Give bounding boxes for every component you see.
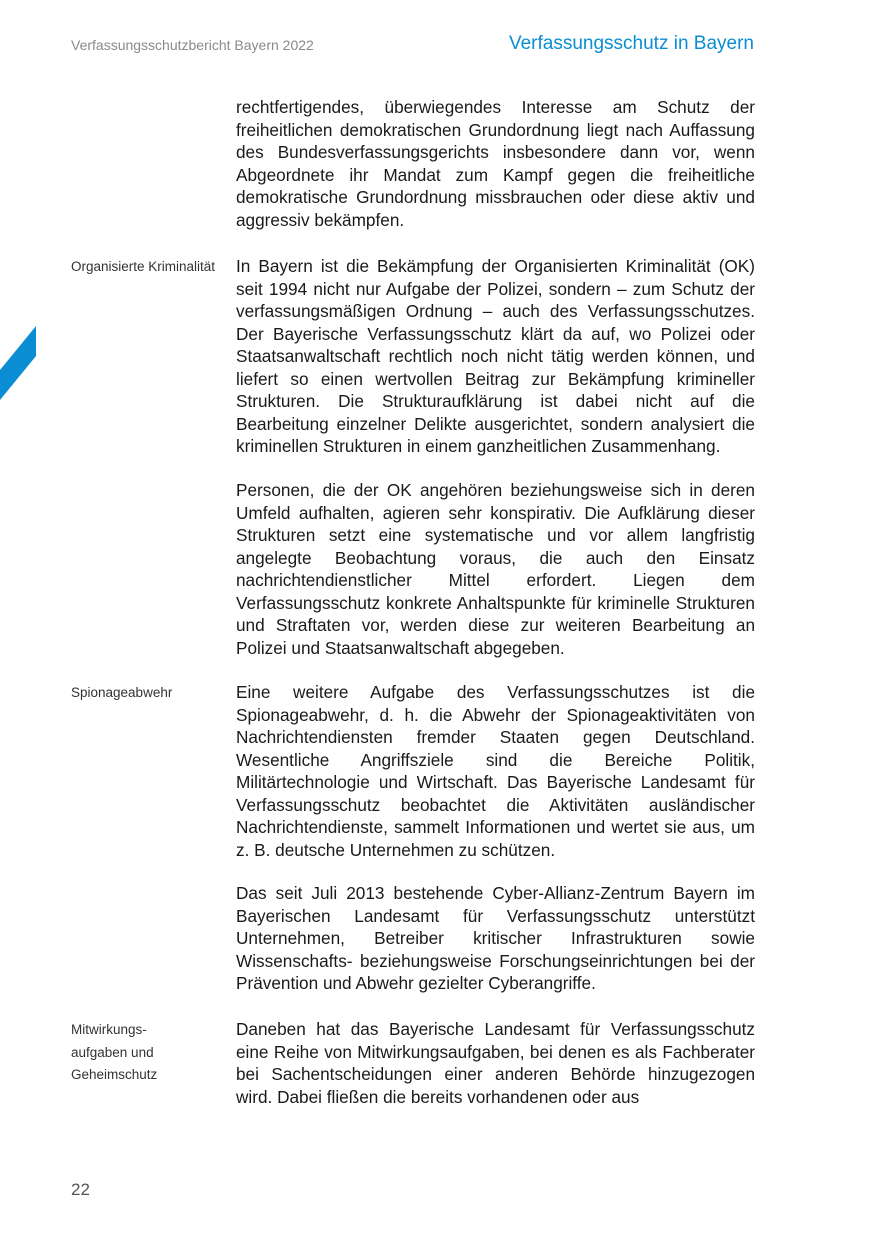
- blue-tab-icon: [0, 326, 36, 400]
- running-header-title: Verfassungsschutzbericht Bayern 2022: [71, 37, 314, 53]
- body-paragraph: Personen, die der OK angehören beziehungsweise sich in deren Umfeld aufhalten, agieren sehr konspirativ. Die Aufklärung dieser Strukturen setzt eine systematische und vor allem langfristig angelegte Beobachtung voraus, die auch den Einsatz nachrichtendienstlicher Mittel erfordert. Liegen dem Verfassungsschutz konkrete Anhaltspunkte für kriminelle Strukturen und Straftaten vor, werden diese zur weiteren Bearbeitung an Polizei und Staatsanwaltschaft abgegeben.: [236, 480, 755, 658]
- chapter-title: Verfassungsschutz in Bayern: [508, 33, 754, 54]
- body-paragraph: Eine weitere Aufgabe des Verfassungsschutzes ist die Spionageabwehr, d. h. die Abwehr der Spionageaktivitäten von Nachrichtendiensten fremder Staaten gegen Deutschland. Wesentliche Angriffsziele sind die Bereiche Politik, Militärtechnologie und Wirtschaft. Das Bayerische Landesamt für Verfassungsschutz beobachtet die Aktivitäten ausländischer Nachrichtendienste, sammelt Informationen und wertet sie aus, um z. B. deutsche Unternehmen zu schützen.: [236, 682, 755, 860]
- margin-note-counter-espionage: Spionageabwehr: [71, 685, 173, 700]
- body-paragraph: rechtfertigendes, überwiegendes Interesse am Schutz der freiheitlichen demokratischen Grundordnung liegt nach Auffassung des Bundesverfassungsgerichts insbesondere dann vor, wenn Abgeordnete ihr Mandat zum Kampf gegen die freiheitliche demokratische Grundordnung missbrauchen oder diese aktiv und aggressiv bekämpfen.: [236, 97, 755, 230]
- page-number: 22: [71, 1180, 90, 1199]
- margin-note-cooperation-duties: Mitwirkungs- aufgaben und Geheimschutz: [71, 1022, 158, 1082]
- margin-note-organized-crime: Organisierte Kriminalität: [71, 259, 216, 274]
- body-paragraph: In Bayern ist die Bekämpfung der Organisierten Kriminalität (OK) seit 1994 nicht nur Aufgabe der Polizei, sondern – zum Schutz der verfassungsmäßigen Ordnung – auch des Verfassungsschutzes. Der Bayerische Verfassungsschutz klärt da auf, wo Polizei oder Staatsanwaltschaft rechtlich noch nicht tätig werden können, und liefert so einen wertvollen Beitrag zur Bekämpfung krimineller Strukturen. Die Strukturaufklärung ist dabei nicht auf die Bearbeitung einzelner Delikte ausgerichtet, sondern analysiert die kriminellen Strukturen in einem ganzheitlichen Zusammenhang.: [236, 256, 755, 456]
- body-paragraph: Daneben hat das Bayerische Landesamt für Verfassungsschutz eine Reihe von Mitwirkungsaufgaben, bei denen es als Fachberater bei Sachentscheidungen einer anderen Behörde hinzugezogen wird. Dabei fließen die bereits vorhandenen oder aus: [236, 1019, 755, 1107]
- body-paragraph: Das seit Juli 2013 bestehende Cyber-Allianz-Zentrum Bayern im Bayerischen Landesamt für Verfassungsschutz unterstützt Unternehmen, Betreiber kritischer Infrastrukturen sowie Wissenschafts- beziehungsweise Forschungseinrichtungen bei der Prävention und Abwehr gezielter Cyberangriffe.: [236, 883, 755, 993]
